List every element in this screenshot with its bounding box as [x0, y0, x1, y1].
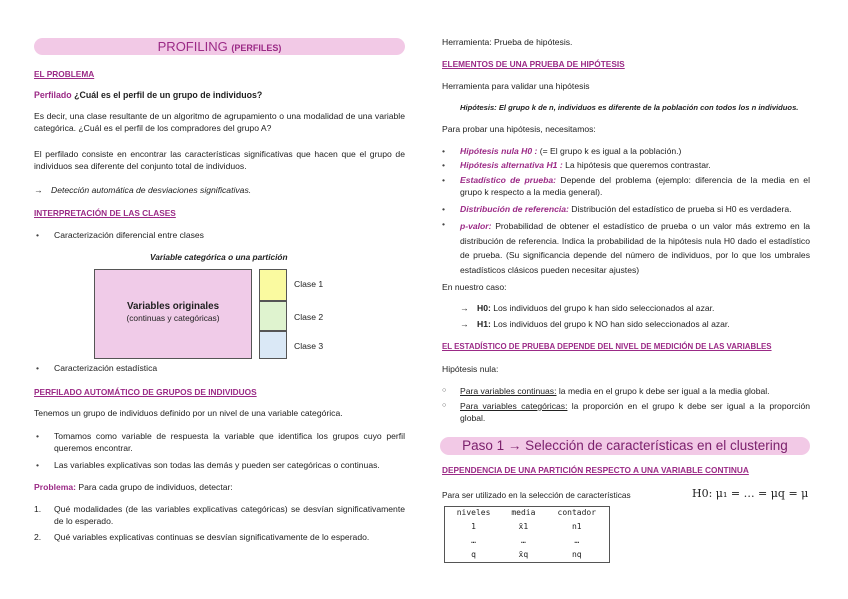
table-cell: n1 — [571, 522, 582, 532]
elemento-item-3 — [460, 175, 810, 198]
section-heading-elementos: ELEMENTOS DE UNA PRUEBA DE HIPÓTESIS — [442, 59, 625, 69]
class-3-box — [259, 331, 287, 359]
bullet-icon: • — [36, 230, 40, 240]
elemento-item-5 — [460, 219, 810, 277]
levels-table — [444, 506, 610, 563]
detection-line — [34, 185, 251, 197]
bullet-icon: • — [36, 460, 40, 470]
table-cell: q — [471, 549, 476, 559]
section-heading-interpretacion: INTERPRETACIÓN DE LAS CLASES — [34, 208, 176, 218]
table-cell: … — [574, 536, 580, 546]
class-3-label: Clase 3 — [294, 341, 324, 351]
table-cell: … — [520, 536, 526, 546]
estadistico-label-2: Para variables categóricas: — [460, 401, 568, 411]
perfilado-auto-bullet-2: Las variables explicativas son todas las demás y pueden ser categóricas o continuas. — [54, 460, 380, 470]
original-variables-content — [95, 300, 251, 325]
elemento-label-5: p-valor: — [460, 221, 492, 231]
class-2-box — [259, 301, 287, 331]
interpretacion-bullet-1: Caracterización diferencial entre clases — [54, 230, 204, 240]
elemento-label-3: Estadístico de prueba: — [460, 175, 557, 185]
arrow-icon: → — [460, 319, 469, 329]
bullet-icon: • — [442, 160, 446, 170]
table-cell: x̄q — [518, 549, 529, 559]
estadistico-text-2: la proporción en el grupo k debe ser igual a la proporción global. — [460, 401, 811, 423]
numbered-item-1: Qué modalidades (de las variables explicativas categóricas) se desvían significativamente de lo esperado. — [54, 504, 405, 526]
section-heading-dependencia: DEPENDENCIA DE UNA PARTICIÓN RESPECTO A UNA VARIABLE CONTINUA — [442, 465, 749, 475]
hipotesis-line — [460, 103, 798, 113]
diagram-title: Variable categórica o una partición — [150, 252, 288, 262]
detection-text: Detección automática de desviaciones significativas. — [50, 185, 252, 195]
title-sub: (PERFILES) — [231, 43, 282, 53]
en-nuestro-caso: En nuestro caso: — [442, 282, 507, 292]
title-main: PROFILING — [157, 39, 228, 54]
table-header-cell: media — [511, 508, 536, 518]
problema-paragraph-2: El perfilado consiste en encontrar las características significativas que hacen que el grupo de individuos sea diferente del conjunto total de individuos. — [34, 149, 405, 171]
perfilado-auto-bullet-1: Tomamos como variable de respuesta la variable que identifica los grupos cuyo perfil queremos encontrar. — [54, 431, 405, 453]
bullet-icon: • — [442, 204, 446, 214]
numbered-marker-2: 2. — [34, 532, 42, 542]
class-1-box — [259, 269, 287, 301]
elementos-line-1: Herramienta para validar una hipótesis — [442, 81, 590, 91]
perfilado-question-line — [34, 90, 262, 102]
hipotesis-text: El grupo k de n, individuos es diferente de la población con todos los n individuos. — [498, 103, 799, 112]
bullet-icon: • — [36, 431, 40, 441]
class-2-label: Clase 2 — [294, 312, 324, 322]
elemento-label-2: Hipótesis alternativa H1 : — [460, 160, 563, 170]
herramienta-line: Herramienta: Prueba de hipótesis. — [442, 37, 573, 47]
table-cell: 1 — [471, 522, 476, 532]
table-header-row — [445, 507, 610, 521]
problema-label: Problema: — [34, 482, 77, 492]
elemento-label-4: Distribución de referencia: — [460, 204, 569, 214]
problema-paragraph-1: Es decir, una clase resultante de un algoritmo de agrupamiento o una modalidad de una variable categórica. ¿Cuál es el perfil de los compradores del grupo A? — [34, 111, 405, 133]
table-row — [445, 521, 610, 535]
arrow-icon: → — [460, 303, 469, 313]
bullet-icon: • — [442, 219, 446, 229]
original-variables-sub: (continuas y categóricas) — [126, 313, 220, 324]
caso-h1-label: H1: — [476, 319, 491, 329]
caso-h0-text: Los individuos del grupo k han sido seleccionados al azar. — [493, 303, 715, 313]
bullet-icon: • — [442, 175, 446, 185]
interpretacion-bullet-2: Caracterización estadística — [54, 363, 158, 373]
table-cell: x̄1 — [518, 522, 529, 532]
table-cell: … — [471, 536, 476, 546]
section-heading-perfilado-auto: PERFILADO AUTOMÁTICO DE GRUPOS DE INDIVIDUOS — [34, 387, 257, 397]
estadistico-text-1: la media en el grupo k debe ser igual a la media global. — [558, 386, 770, 396]
arrow-icon: → — [34, 185, 43, 195]
estadistico-label-1: Para variables continuas: — [460, 386, 557, 396]
paso1-title: Paso 1 → Selección de características en el clustering — [440, 437, 810, 455]
perfilado-question: ¿Cuál es el perfil de un grupo de individuos? — [74, 90, 263, 100]
table-header-cell: contador — [557, 508, 597, 518]
table-row — [445, 535, 610, 549]
caso-h1-line — [460, 319, 730, 331]
perfilado-auto-intro: Tenemos un grupo de individuos definido por un nivel de una variable categórica. — [34, 408, 343, 418]
elemento-item-2 — [460, 160, 810, 172]
page-title — [34, 38, 405, 55]
problema-line — [34, 482, 233, 494]
section-heading-problema: EL PROBLEMA — [34, 69, 95, 79]
h0-formula: H0: μ₁ = … = μq = μ — [692, 487, 809, 500]
elemento-text-3: Depende del problema (ejemplo: diferencia de la media en el grupo k respecto a la media general). — [460, 175, 810, 197]
para-ser-line: Para ser utilizado en la selección de características — [442, 490, 631, 500]
section-heading-estadistico: EL ESTADÍSTICO DE PRUEBA DEPENDE DEL NIVEL DE MEDICIÓN DE LAS VARIABLES — [442, 342, 772, 351]
elemento-item-4 — [460, 204, 810, 216]
original-variables-title: Variables originales — [126, 301, 220, 312]
elemento-text-2: La hipótesis que queremos contrastar. — [565, 160, 711, 170]
bullet-icon: • — [442, 146, 446, 156]
table-row — [445, 549, 610, 563]
numbered-item-2: Qué variables explicativas continuas se desvían significativamente de lo esperado. — [54, 532, 370, 542]
original-variables-box — [94, 269, 252, 359]
elemento-text-5: Probabilidad de obtener el estadístico de prueba o un valor más extremo en la distribución de referencia. Indica la probabilidad de la hipótesis nula H0 dado el estadístico de prueba. (Su significancia depende del número de individuos, por lo que los umbrales estadísticos clásicos pueden necesitar ajustes) — [460, 221, 811, 275]
table-cell: nq — [571, 549, 582, 559]
elemento-text-1: (= El grupo k es igual a la población.) — [539, 146, 682, 156]
elemento-text-4: Distribución del estadístico de prueba si H0 es verdadera. — [571, 204, 792, 214]
table-header-cell: niveles — [456, 508, 491, 518]
para-probar-line: Para probar una hipótesis, necesitamos: — [442, 124, 596, 134]
hipotesis-label: Hipótesis: — [460, 103, 497, 112]
elemento-label-1: Hipótesis nula H0 : — [460, 146, 538, 156]
caso-h0-label: H0: — [476, 303, 491, 313]
estadistico-item-1 — [460, 386, 810, 398]
circle-bullet-icon: ○ — [442, 402, 447, 409]
elemento-item-1 — [460, 146, 810, 158]
caso-h1-text: Los individuos del grupo k NO han sido seleccionados al azar. — [493, 319, 730, 329]
class-1-label: Clase 1 — [294, 279, 324, 289]
caso-h0-line — [460, 303, 714, 315]
bullet-icon: • — [36, 363, 40, 373]
perfilado-label: Perfilado — [34, 90, 72, 100]
problema-text: Para cada grupo de individuos, detectar: — [78, 482, 233, 492]
hipotesis-nula-line: Hipótesis nula: — [442, 364, 499, 374]
circle-bullet-icon: ○ — [442, 387, 447, 394]
estadistico-item-2 — [460, 401, 810, 424]
numbered-marker-1: 1. — [34, 504, 42, 514]
